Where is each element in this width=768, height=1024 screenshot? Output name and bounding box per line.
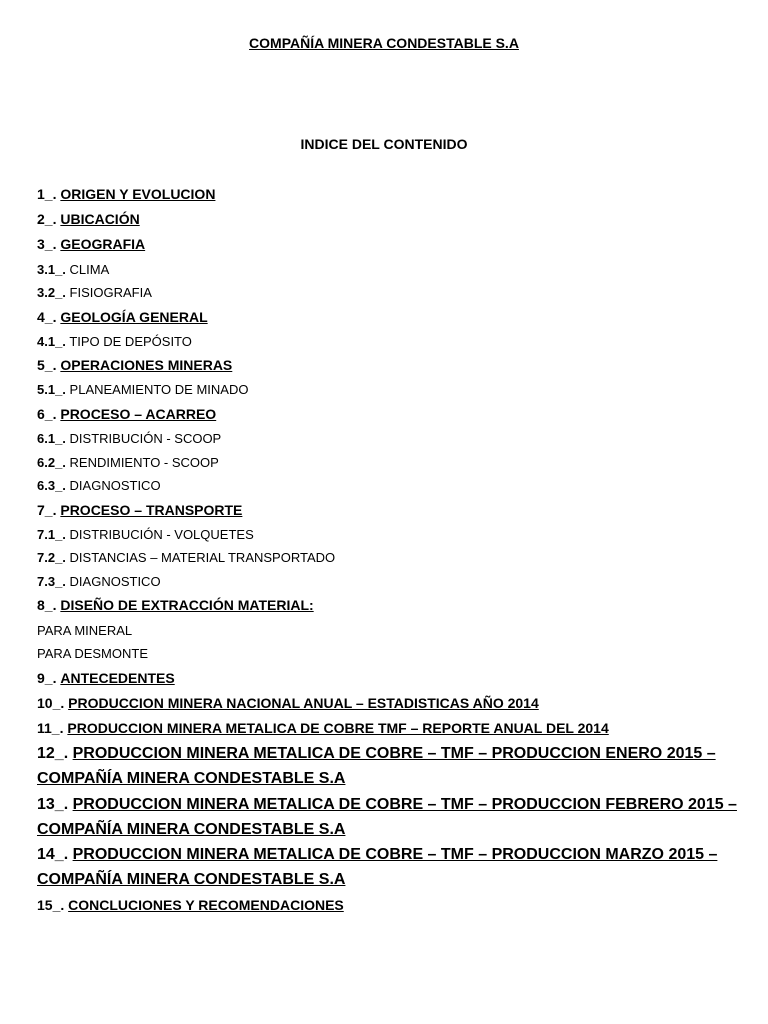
toc-item-continuation: COMPAÑÍA MINERA CONDESTABLE S.A xyxy=(37,770,346,788)
toc-item-title: OPERACIONES MINERAS xyxy=(60,357,233,374)
toc-item xyxy=(37,692,737,717)
toc-item-number: 7.1_. xyxy=(37,526,66,542)
toc-item-number: 6.2_. xyxy=(37,454,66,470)
toc-item-title: PRODUCCION MINERA METALICA DE COBRE – TMF – PRODUCCION FEBRERO 2015 – xyxy=(72,795,737,813)
toc-item xyxy=(37,233,737,258)
index-title: INDICE DEL CONTENIDO xyxy=(300,136,468,152)
toc-item-title: DIAGNOSTICO xyxy=(69,478,161,494)
toc-item xyxy=(37,208,737,233)
toc-item-number: 15_. xyxy=(37,896,65,913)
toc-item-number: 3_. xyxy=(37,236,57,253)
toc-item-title: CONCLUCIONES Y RECOMENDACIONES xyxy=(68,896,344,913)
toc-item-number: 3.2_. xyxy=(37,285,66,301)
toc-item xyxy=(37,643,737,667)
toc-item-title: RENDIMIENTO - SCOOP xyxy=(69,454,219,470)
toc-item-title: DISTRIBUCIÓN - VOLQUETES xyxy=(69,526,254,542)
toc-item-title: ORIGEN Y EVOLUCION xyxy=(60,186,216,202)
toc-item xyxy=(37,259,737,283)
toc-item-title: GEOGRAFIA xyxy=(60,236,146,253)
toc-item-title: PRODUCCION MINERA NACIONAL ANUAL – ESTADISTICAS AÑO 2014 xyxy=(68,694,539,711)
toc-item xyxy=(37,354,737,379)
toc-item-number: 12_. xyxy=(37,745,69,763)
toc-item xyxy=(37,475,737,499)
toc-item-number: 1_. xyxy=(37,186,57,202)
toc-item xyxy=(37,547,737,571)
toc-item xyxy=(37,183,737,208)
table-of-contents xyxy=(37,183,737,919)
toc-item-number: 10_. xyxy=(37,694,65,711)
toc-item-title: PARA MINERAL xyxy=(37,622,133,638)
toc-item-first-line xyxy=(37,742,737,766)
toc-item xyxy=(37,452,737,476)
toc-item xyxy=(37,793,737,844)
toc-item-number: 7.3_. xyxy=(37,573,66,589)
toc-item xyxy=(37,499,737,524)
toc-item-number: 6_. xyxy=(37,405,57,422)
toc-item xyxy=(37,894,737,919)
toc-item-number: 6.3_. xyxy=(37,478,66,494)
toc-item-number: 8_. xyxy=(37,597,57,614)
toc-item-title: DISTRIBUCIÓN - SCOOP xyxy=(69,431,222,447)
toc-item-number: 4.1_. xyxy=(37,333,66,349)
toc-item-continuation: COMPAÑÍA MINERA CONDESTABLE S.A xyxy=(37,871,346,889)
toc-item-title: ANTECEDENTES xyxy=(60,669,175,686)
toc-item-title: PROCESO – TRANSPORTE xyxy=(60,501,243,518)
toc-item-title: CLIMA xyxy=(69,261,110,277)
toc-item xyxy=(37,742,737,793)
toc-item-number: 3.1_. xyxy=(37,261,66,277)
toc-item xyxy=(37,306,737,331)
toc-item-title: GEOLOGÍA GENERAL xyxy=(60,308,208,325)
toc-item xyxy=(37,571,737,595)
toc-item-number: 7_. xyxy=(37,501,57,518)
toc-item-number: 2_. xyxy=(37,211,57,228)
toc-item-number: 6.1_. xyxy=(37,431,66,447)
toc-item-number: 14_. xyxy=(37,846,69,864)
toc-item xyxy=(37,594,737,619)
toc-item-number: 9_. xyxy=(37,669,57,686)
toc-item-title: DIAGNOSTICO xyxy=(69,573,161,589)
toc-item-title: PLANEAMIENTO DE MINADO xyxy=(69,382,249,398)
toc-item-continuation: COMPAÑÍA MINERA CONDESTABLE S.A xyxy=(37,820,346,838)
toc-item-title: UBICACIÓN xyxy=(60,211,140,228)
toc-item-title: PARA DESMONTE xyxy=(37,646,149,661)
toc-item-title: DISTANCIAS – MATERIAL TRANSPORTADO xyxy=(69,550,336,566)
toc-item xyxy=(37,403,737,428)
company-title xyxy=(0,34,768,52)
toc-item-number: 5_. xyxy=(37,357,57,374)
toc-item-title: FISIOGRAFIA xyxy=(69,285,152,301)
toc-item xyxy=(37,428,737,452)
toc-item-number: 4_. xyxy=(37,308,57,325)
toc-item-title: PRODUCCION MINERA METALICA DE COBRE – TMF – PRODUCCION MARZO 2015 – xyxy=(72,846,718,864)
toc-item xyxy=(37,379,737,403)
toc-item-title: PRODUCCION MINERA METALICA DE COBRE – TMF – PRODUCCION ENERO 2015 – xyxy=(72,745,716,763)
toc-item xyxy=(37,620,737,644)
toc-item-number: 5.1_. xyxy=(37,382,66,398)
toc-item-title: PRODUCCION MINERA METALICA DE COBRE TMF – REPORTE ANUAL DEL 2014 xyxy=(67,719,609,736)
toc-item xyxy=(37,282,737,306)
toc-item xyxy=(37,524,737,548)
toc-item-first-line xyxy=(37,793,737,817)
toc-item-number: 13_. xyxy=(37,795,69,813)
toc-item xyxy=(37,331,737,355)
toc-item-first-line xyxy=(37,843,737,867)
toc-item xyxy=(37,843,737,894)
toc-item-title: DISEÑO DE EXTRACCIÓN MATERIAL: xyxy=(60,597,314,614)
toc-item xyxy=(37,667,737,692)
toc-item-title: PROCESO – ACARREO xyxy=(60,405,217,422)
toc-item-number: 11_. xyxy=(37,719,64,736)
toc-item-number: 7.2_. xyxy=(37,550,66,566)
toc-item xyxy=(37,717,737,742)
toc-item-title: TIPO DE DEPÓSITO xyxy=(69,333,192,349)
company-title-text: COMPAÑÍA MINERA CONDESTABLE S.A xyxy=(249,35,519,51)
